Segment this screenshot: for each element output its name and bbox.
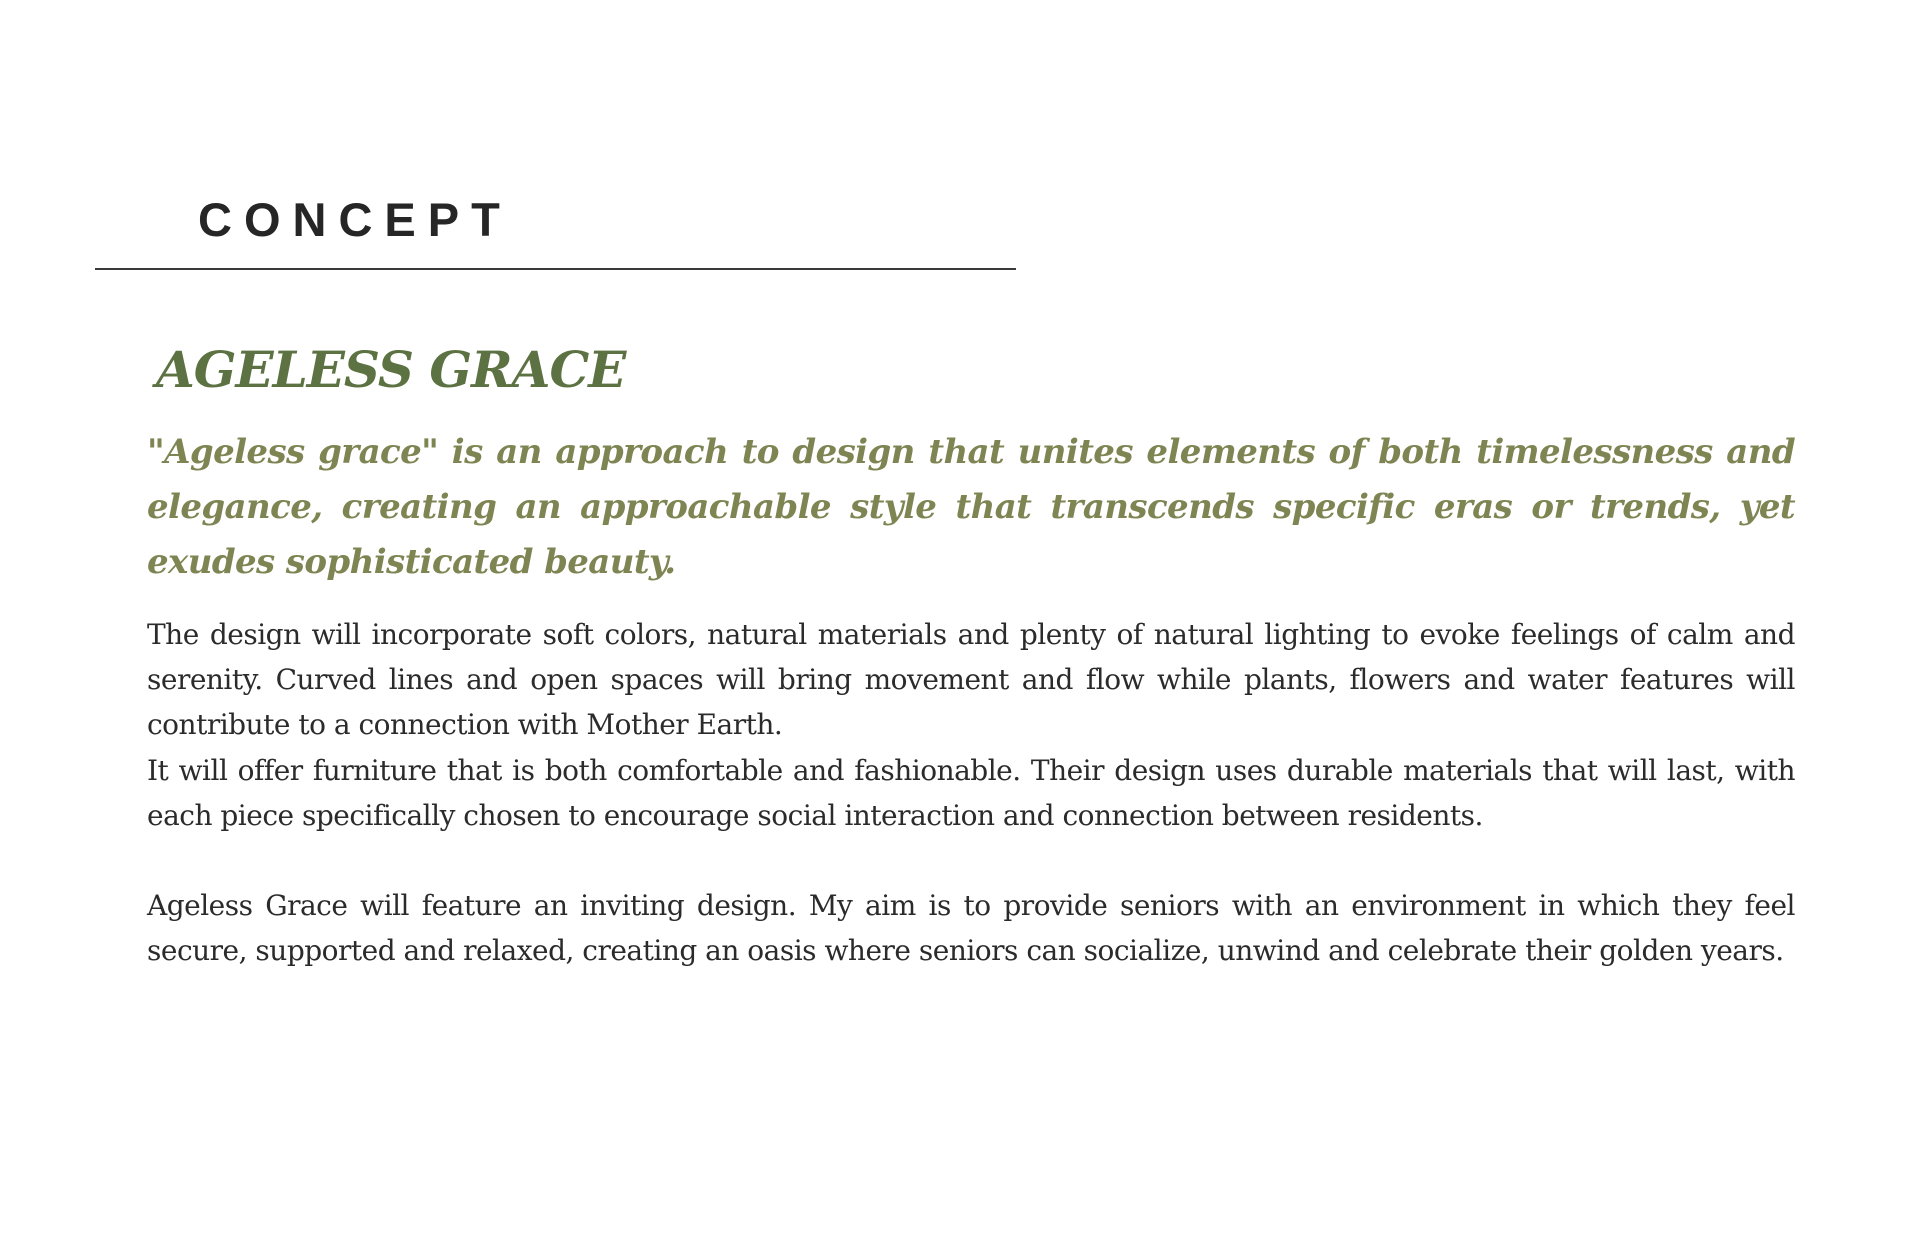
body-paragraph-furniture: It will offer furniture that is both comfortable and fashionable. Their design uses durable materials that will last, with each piece specifically chosen to encourage social interaction and connection between residents.: [147, 754, 1795, 832]
concept-title: AGELESS GRACE: [156, 340, 626, 399]
body-paragraph-materials: The design will incorporate soft colors, natural materials and plenty of natural lighting to evoke feelings of calm and serenity. Curved lines and open spaces will bring movement and flow while plants, flowers and water features will contribute to a connection with Mother Earth.: [147, 618, 1795, 741]
concept-tagline: "Ageless grace" is an approach to design that unites elements of both timelessness and elegance, creating an approachable style that transcends specific eras or trends, yet exudes sophisticated beauty.: [147, 432, 1795, 582]
body-paragraph-aim: Ageless Grace will feature an inviting design. My aim is to provide seniors with an environment in which they feel secure, supported and relaxed, creating an oasis where seniors can socialize, unwind and celebrate their golden years.: [147, 889, 1795, 967]
section-heading: CONCEPT: [198, 193, 512, 246]
heading-divider: [95, 268, 1016, 270]
